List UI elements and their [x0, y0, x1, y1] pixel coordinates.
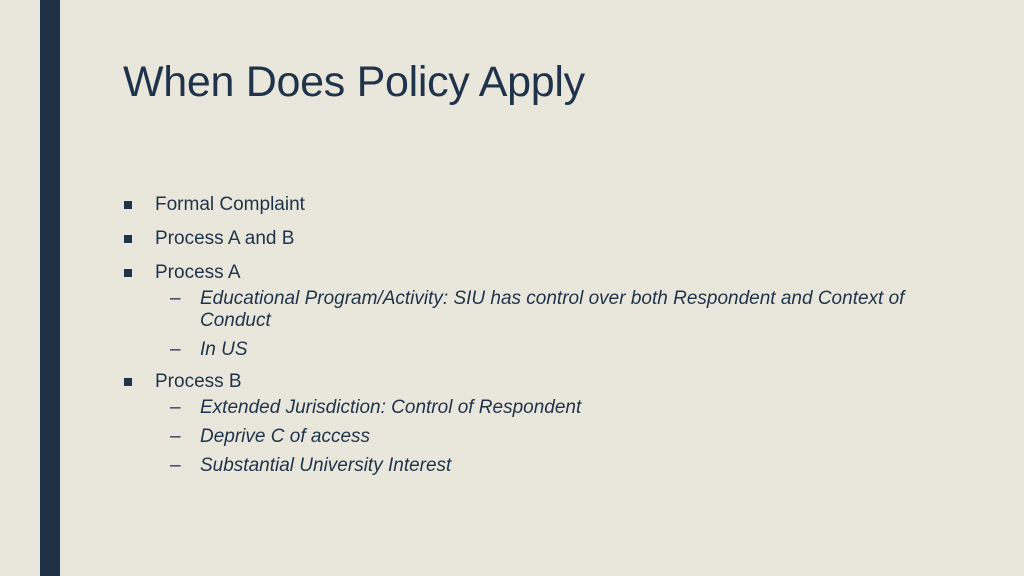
- dash-marker: –: [170, 455, 181, 476]
- dash-marker: –: [170, 339, 181, 360]
- square-bullet-icon: [124, 378, 132, 386]
- sub-bullet-item: [124, 426, 920, 448]
- dash-marker: –: [170, 288, 181, 309]
- sublist-process-a: [124, 288, 904, 361]
- sub-bullet-text: Extended Jurisdiction: Control of Respondent: [200, 397, 582, 418]
- sub-bullet-item: [124, 339, 920, 361]
- bullet-text: Process A: [155, 262, 241, 283]
- sub-bullet-item: [124, 288, 920, 332]
- sublist-process-b: [124, 397, 904, 477]
- sub-bullet-text: Substantial University Interest: [200, 455, 452, 476]
- dash-marker: –: [170, 426, 181, 447]
- bullet-item-formal-complaint: [124, 192, 904, 218]
- square-bullet-icon: [124, 269, 132, 277]
- sub-bullet-item: [124, 397, 920, 419]
- sub-bullet-item: [124, 455, 920, 477]
- sub-bullet-text: Educational Program/Activity: SIU has control over both Respondent and Context of Conduct: [200, 288, 905, 331]
- bullet-list: [124, 192, 904, 485]
- bullet-item-process-b: [124, 369, 904, 395]
- dash-marker: –: [170, 397, 181, 418]
- bullet-text: Process B: [155, 371, 242, 392]
- bullet-item-process-a: [124, 260, 904, 286]
- sub-bullet-text: In US: [200, 339, 248, 360]
- bullet-text: Formal Complaint: [155, 194, 305, 215]
- bullet-text: Process A and B: [155, 228, 295, 249]
- sub-bullet-text: Deprive C of access: [200, 426, 371, 447]
- slide-title: When Does Policy Apply: [123, 58, 585, 106]
- square-bullet-icon: [124, 235, 132, 243]
- left-accent-bar: [40, 0, 60, 576]
- square-bullet-icon: [124, 201, 132, 209]
- bullet-item-process-a-and-b: [124, 226, 904, 252]
